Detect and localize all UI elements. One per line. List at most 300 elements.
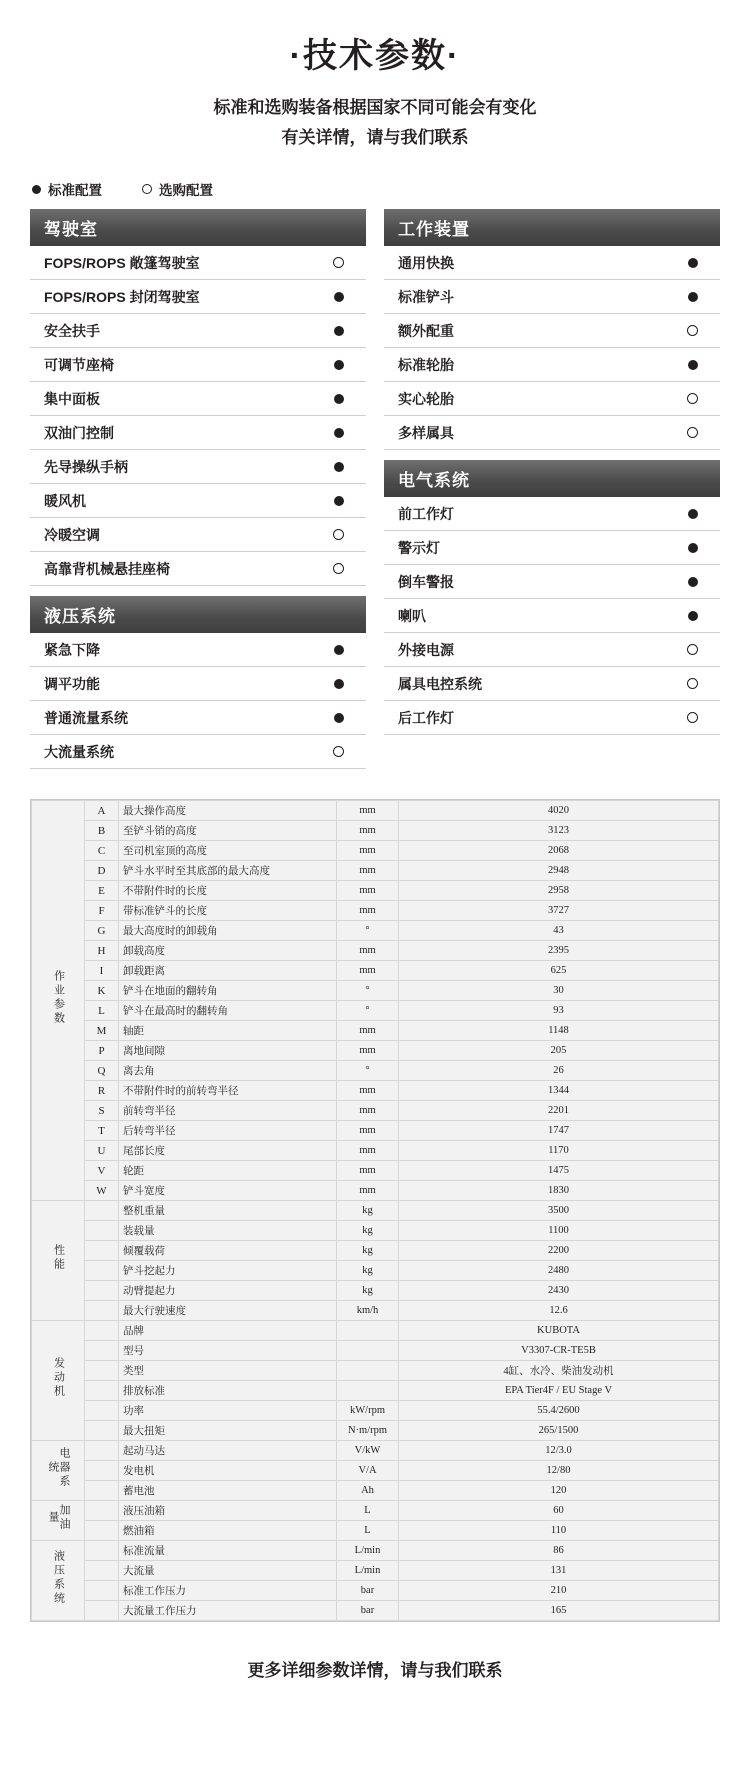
table-row — [32, 1201, 719, 1221]
table-cell-value: 265/1500 — [399, 1421, 719, 1441]
table-cell-unit — [337, 1321, 399, 1341]
table-cell-code: B — [85, 821, 119, 841]
table-cell-value: 3727 — [399, 901, 719, 921]
table-cell-code: C — [85, 841, 119, 861]
table-cell-unit: mm — [337, 881, 399, 901]
table-row — [32, 881, 719, 901]
spec-row — [384, 314, 720, 348]
table-cell-code — [85, 1441, 119, 1461]
table-cell-value: 1170 — [399, 1141, 719, 1161]
spec-row-label: 可调节座椅 — [44, 356, 114, 373]
section-header: 电气系统 — [384, 460, 720, 497]
table-cell-unit: bar — [337, 1581, 399, 1601]
table-cell-name: 卸载距离 — [119, 961, 337, 981]
table-cell-code — [85, 1381, 119, 1401]
standard-mark-icon — [334, 496, 344, 506]
optional-mark-icon — [687, 393, 698, 404]
table-group-label-text: 发动机 — [52, 1357, 65, 1399]
spec-row-label: 后工作灯 — [398, 709, 454, 726]
table-cell-unit: kg — [337, 1241, 399, 1261]
table-cell-name: 蓄电池 — [119, 1481, 337, 1501]
table-cell-unit: mm — [337, 1021, 399, 1041]
spec-row-label: 高靠背机械悬挂座椅 — [44, 560, 170, 577]
spec-row — [384, 246, 720, 280]
section-header: 工作装置 — [384, 209, 720, 246]
table-cell-code: M — [85, 1021, 119, 1041]
standard-mark-icon — [688, 292, 698, 302]
optional-mark-icon — [333, 563, 344, 574]
table-cell-unit: kg — [337, 1281, 399, 1301]
table-cell-code — [85, 1201, 119, 1221]
table-group-label — [32, 1501, 85, 1541]
spec-row-label: 属具电控系统 — [398, 675, 482, 692]
table-group-label-text: 电器系统 — [47, 1447, 70, 1489]
table-cell-unit: mm — [337, 861, 399, 881]
page-title: ·技术参数· — [289, 37, 461, 75]
table-cell-value: 2958 — [399, 881, 719, 901]
table-cell-code: F — [85, 901, 119, 921]
table-cell-code — [85, 1241, 119, 1261]
table-cell-name: 至司机室顶的高度 — [119, 841, 337, 861]
table-cell-name: 尾部长度 — [119, 1141, 337, 1161]
spec-row — [384, 565, 720, 599]
table-cell-code: I — [85, 961, 119, 981]
table-cell-unit: L/min — [337, 1561, 399, 1581]
table-cell-code: U — [85, 1141, 119, 1161]
table-cell-value: 131 — [399, 1561, 719, 1581]
table-cell-name: 功率 — [119, 1401, 337, 1421]
spec-row — [30, 314, 366, 348]
table-row — [32, 801, 719, 821]
table-row — [32, 821, 719, 841]
table-row — [32, 1061, 719, 1081]
table-cell-unit: ° — [337, 1061, 399, 1081]
table-row — [32, 981, 719, 1001]
table-cell-code — [85, 1481, 119, 1501]
table-cell-name: 品牌 — [119, 1321, 337, 1341]
table-cell-code: A — [85, 801, 119, 821]
table-cell-code — [85, 1461, 119, 1481]
table-cell-code — [85, 1321, 119, 1341]
table-cell-code: Q — [85, 1061, 119, 1081]
table-cell-value: 625 — [399, 961, 719, 981]
table-cell-unit: L/min — [337, 1541, 399, 1561]
optional-mark-icon — [687, 325, 698, 336]
page-header — [0, 0, 750, 157]
table-cell-unit: mm — [337, 901, 399, 921]
table-cell-unit: kg — [337, 1201, 399, 1221]
spec-row — [384, 667, 720, 701]
table-cell-name: 后转弯半径 — [119, 1121, 337, 1141]
table-row — [32, 1421, 719, 1441]
spec-row-label: 双油门控制 — [44, 424, 114, 441]
table-cell-code — [85, 1301, 119, 1321]
spec-row — [384, 599, 720, 633]
standard-mark-icon — [334, 360, 344, 370]
table-cell-unit: km/h — [337, 1301, 399, 1321]
table-cell-value: 2480 — [399, 1261, 719, 1281]
table-row — [32, 1281, 719, 1301]
table-cell-value: 12/80 — [399, 1461, 719, 1481]
table-row — [32, 961, 719, 981]
table-row — [32, 1321, 719, 1341]
table-group-label-text: 作业参数 — [52, 970, 65, 1026]
table-cell-value: 1100 — [399, 1221, 719, 1241]
spec-row — [30, 246, 366, 280]
table-cell-unit — [337, 1361, 399, 1381]
spec-row-label: 普通流量系统 — [44, 709, 128, 726]
table-cell-name: 最大行驶速度 — [119, 1301, 337, 1321]
table-cell-name: 轮距 — [119, 1161, 337, 1181]
table-cell-code — [85, 1561, 119, 1581]
table-cell-name: 最大高度时的卸载角 — [119, 921, 337, 941]
spec-row — [30, 552, 366, 586]
spec-row-label: 大流量系统 — [44, 743, 114, 760]
table-cell-unit: mm — [337, 961, 399, 981]
table-cell-code — [85, 1521, 119, 1541]
table-group-label-text: 性能 — [52, 1244, 65, 1272]
spec-row-label: 多样属具 — [398, 424, 454, 441]
table-cell-value: 43 — [399, 921, 719, 941]
table-cell-name: 铲斗宽度 — [119, 1181, 337, 1201]
table-cell-name: 最大扭矩 — [119, 1421, 337, 1441]
table-group-label — [32, 1441, 85, 1501]
table-cell-code: T — [85, 1121, 119, 1141]
table-cell-value: 1747 — [399, 1121, 719, 1141]
table-row — [32, 1501, 719, 1521]
table-group-label-text: 加油量 — [47, 1504, 70, 1532]
table-cell-name: 铲斗在最高时的翻转角 — [119, 1001, 337, 1021]
table-row — [32, 1221, 719, 1241]
table-row — [32, 1601, 719, 1621]
table-cell-code — [85, 1421, 119, 1441]
table-row — [32, 1101, 719, 1121]
spec-row — [384, 701, 720, 735]
table-cell-value: 55.4/2600 — [399, 1401, 719, 1421]
table-cell-code — [85, 1601, 119, 1621]
filled-circle-icon — [32, 185, 41, 194]
standard-mark-icon — [334, 645, 344, 655]
spec-row-label: 通用快换 — [398, 254, 454, 271]
table-cell-unit: mm — [337, 1181, 399, 1201]
table-cell-unit: mm — [337, 801, 399, 821]
spec-row-label: 暖风机 — [44, 492, 86, 509]
table-cell-code: K — [85, 981, 119, 1001]
table-cell-name: 标准流量 — [119, 1541, 337, 1561]
table-row — [32, 1041, 719, 1061]
table-cell-code — [85, 1581, 119, 1601]
table-cell-value: 205 — [399, 1041, 719, 1061]
spec-row — [30, 667, 366, 701]
spec-row — [384, 348, 720, 382]
spec-row — [30, 735, 366, 769]
table-cell-value: 1830 — [399, 1181, 719, 1201]
table-cell-unit: ° — [337, 1001, 399, 1021]
table-row — [32, 1081, 719, 1101]
legend-optional — [142, 179, 213, 199]
spec-row-label: 调平功能 — [44, 675, 100, 692]
table-row — [32, 861, 719, 881]
table-group-label — [32, 801, 85, 1201]
table-row — [32, 1301, 719, 1321]
table-cell-name: 铲斗挖起力 — [119, 1261, 337, 1281]
table-row — [32, 1481, 719, 1501]
standard-mark-icon — [688, 509, 698, 519]
table-cell-unit: mm — [337, 1101, 399, 1121]
table-cell-value: 30 — [399, 981, 719, 1001]
spec-row — [30, 518, 366, 552]
spec-row — [384, 531, 720, 565]
table-cell-name: 倾覆载荷 — [119, 1241, 337, 1261]
spec-column-right — [384, 209, 720, 769]
table-cell-name: 至铲斗销的高度 — [119, 821, 337, 841]
table-cell-value: 2201 — [399, 1101, 719, 1121]
table-cell-name: 最大操作高度 — [119, 801, 337, 821]
table-cell-unit: mm — [337, 1041, 399, 1061]
table-cell-value: 110 — [399, 1521, 719, 1541]
table-row — [32, 1001, 719, 1021]
table-cell-unit: L — [337, 1501, 399, 1521]
standard-mark-icon — [334, 428, 344, 438]
table-cell-value: 4缸、水冷、柴油发动机 — [399, 1361, 719, 1381]
table-cell-code: R — [85, 1081, 119, 1101]
table-cell-name: 动臂提起力 — [119, 1281, 337, 1301]
legend-optional-label: 选购配置 — [159, 183, 213, 198]
spec-row — [30, 701, 366, 735]
table-cell-value: 3500 — [399, 1201, 719, 1221]
table-cell-name: 离地间隙 — [119, 1041, 337, 1061]
table-row — [32, 1241, 719, 1261]
spec-row — [30, 416, 366, 450]
spec-row-label: 实心轮胎 — [398, 390, 454, 407]
table-cell-unit: kg — [337, 1261, 399, 1281]
table-cell-unit: V/kW — [337, 1441, 399, 1461]
table-cell-code — [85, 1361, 119, 1381]
table-cell-name: 大流量 — [119, 1561, 337, 1581]
table-row — [32, 1521, 719, 1541]
table-cell-code — [85, 1261, 119, 1281]
standard-mark-icon — [334, 713, 344, 723]
table-cell-code: V — [85, 1161, 119, 1181]
table-cell-code: E — [85, 881, 119, 901]
table-cell-value: 4020 — [399, 801, 719, 821]
spec-row-label: 先导操纵手柄 — [44, 458, 128, 475]
table-cell-name: 带标准铲斗的长度 — [119, 901, 337, 921]
spec-row-label: FOPS/ROPS 敞篷驾驶室 — [44, 254, 200, 271]
table-row — [32, 1141, 719, 1161]
table-cell-name: 发电机 — [119, 1461, 337, 1481]
optional-mark-icon — [333, 746, 344, 757]
standard-mark-icon — [334, 462, 344, 472]
spec-row — [384, 633, 720, 667]
table-row — [32, 1181, 719, 1201]
standard-mark-icon — [688, 543, 698, 553]
table-cell-unit: mm — [337, 841, 399, 861]
table-cell-name: 液压油箱 — [119, 1501, 337, 1521]
optional-mark-icon — [687, 712, 698, 723]
legend-standard — [32, 179, 102, 199]
spec-row-label: 安全扶手 — [44, 322, 100, 339]
table-cell-name: 燃油箱 — [119, 1521, 337, 1541]
table-cell-code: H — [85, 941, 119, 961]
standard-mark-icon — [688, 577, 698, 587]
table-cell-name: 不带附件时的前转弯半径 — [119, 1081, 337, 1101]
table-cell-name: 大流量工作压力 — [119, 1601, 337, 1621]
table-cell-name: 前转弯半径 — [119, 1101, 337, 1121]
table-row — [32, 1021, 719, 1041]
table-cell-code — [85, 1541, 119, 1561]
standard-mark-icon — [688, 611, 698, 621]
table-cell-value: 2395 — [399, 941, 719, 961]
spec-row — [384, 280, 720, 314]
table-row — [32, 1381, 719, 1401]
spec-row — [30, 450, 366, 484]
table-cell-unit: mm — [337, 941, 399, 961]
table-row — [32, 941, 719, 961]
table-cell-name: 卸载高度 — [119, 941, 337, 961]
table-cell-code: D — [85, 861, 119, 881]
table-cell-unit: mm — [337, 1081, 399, 1101]
table-cell-name: 型号 — [119, 1341, 337, 1361]
table-cell-code: G — [85, 921, 119, 941]
standard-mark-icon — [334, 679, 344, 689]
table-cell-value: 12.6 — [399, 1301, 719, 1321]
dimension-table — [31, 800, 719, 1621]
table-cell-name: 离去角 — [119, 1061, 337, 1081]
table-row — [32, 901, 719, 921]
spec-row-label: 喇叭 — [398, 607, 426, 624]
table-row — [32, 921, 719, 941]
table-cell-name: 不带附件时的长度 — [119, 881, 337, 901]
table-cell-value: 1475 — [399, 1161, 719, 1181]
table-cell-name: 排放标准 — [119, 1381, 337, 1401]
table-cell-value: 93 — [399, 1001, 719, 1021]
table-row — [32, 1461, 719, 1481]
table-row — [32, 1581, 719, 1601]
table-cell-unit: mm — [337, 821, 399, 841]
spec-row-label: 警示灯 — [398, 539, 440, 556]
optional-mark-icon — [333, 529, 344, 540]
table-cell-name: 装载量 — [119, 1221, 337, 1241]
table-cell-unit: N·m/rpm — [337, 1421, 399, 1441]
table-cell-value: 3123 — [399, 821, 719, 841]
optional-mark-icon — [687, 678, 698, 689]
table-cell-unit: V/A — [337, 1461, 399, 1481]
table-cell-name: 起动马达 — [119, 1441, 337, 1461]
table-cell-unit: kW/rpm — [337, 1401, 399, 1421]
table-cell-value: KUBOTA — [399, 1321, 719, 1341]
spec-row-label: 集中面板 — [44, 390, 100, 407]
table-row — [32, 1441, 719, 1461]
standard-mark-icon — [688, 258, 698, 268]
table-cell-code: P — [85, 1041, 119, 1061]
spec-row-label: 前工作灯 — [398, 505, 454, 522]
table-cell-unit: mm — [337, 1161, 399, 1181]
table-cell-name: 标准工作压力 — [119, 1581, 337, 1601]
table-cell-code — [85, 1281, 119, 1301]
table-cell-unit: mm — [337, 1121, 399, 1141]
empty-circle-icon — [142, 184, 152, 194]
spec-row — [30, 280, 366, 314]
spec-row — [384, 416, 720, 450]
table-cell-value: 2068 — [399, 841, 719, 861]
optional-mark-icon — [333, 257, 344, 268]
table-cell-value: 1148 — [399, 1021, 719, 1041]
table-cell-name: 整机重量 — [119, 1201, 337, 1221]
table-group-label — [32, 1541, 85, 1621]
table-row — [32, 1161, 719, 1181]
page-subtitle-line2: 有关详情，请与我们联系 — [281, 128, 469, 147]
table-cell-value: 26 — [399, 1061, 719, 1081]
spec-row-label: 冷暖空调 — [44, 526, 100, 543]
table-cell-name: 铲斗在地面的翻转角 — [119, 981, 337, 1001]
legend-standard-label: 标准配置 — [48, 183, 102, 198]
table-group-label — [32, 1321, 85, 1441]
table-row — [32, 1121, 719, 1141]
table-row — [32, 1261, 719, 1281]
legend — [32, 179, 750, 199]
spec-columns — [0, 209, 750, 769]
table-group-label — [32, 1201, 85, 1321]
standard-mark-icon — [688, 360, 698, 370]
table-cell-code: S — [85, 1101, 119, 1121]
table-cell-unit: ° — [337, 921, 399, 941]
table-cell-code — [85, 1221, 119, 1241]
spec-row — [384, 497, 720, 531]
spec-column-left — [30, 209, 366, 769]
table-cell-value: 2200 — [399, 1241, 719, 1261]
table-cell-unit — [337, 1381, 399, 1401]
optional-mark-icon — [687, 427, 698, 438]
table-cell-name: 类型 — [119, 1361, 337, 1381]
standard-mark-icon — [334, 326, 344, 336]
table-cell-name: 铲斗水平时至其底部的最大高度 — [119, 861, 337, 881]
table-cell-value: 2430 — [399, 1281, 719, 1301]
table-row — [32, 1341, 719, 1361]
table-cell-unit: kg — [337, 1221, 399, 1241]
table-cell-value: 120 — [399, 1481, 719, 1501]
table-cell-unit — [337, 1341, 399, 1361]
table-cell-value: 2948 — [399, 861, 719, 881]
spec-row — [30, 633, 366, 667]
table-cell-code — [85, 1401, 119, 1421]
table-cell-code — [85, 1501, 119, 1521]
spec-row — [30, 382, 366, 416]
section-header: 驾驶室 — [30, 209, 366, 246]
table-cell-code: L — [85, 1001, 119, 1021]
spec-row-label: 外接电源 — [398, 641, 454, 658]
table-cell-unit: L — [337, 1521, 399, 1541]
spec-row-label: 倒车警报 — [398, 573, 454, 590]
optional-mark-icon — [687, 644, 698, 655]
table-cell-value: 165 — [399, 1601, 719, 1621]
table-cell-name: 轴距 — [119, 1021, 337, 1041]
table-cell-value: 1344 — [399, 1081, 719, 1101]
table-cell-value: V3307-CR-TE5B — [399, 1341, 719, 1361]
spec-row — [30, 348, 366, 382]
page-footer: 更多详细参数详情，请与我们联系 — [247, 1661, 503, 1680]
page-subtitle-line1: 标准和选购装备根据国家不同可能会有变化 — [213, 98, 537, 117]
table-cell-code — [85, 1341, 119, 1361]
table-row — [32, 841, 719, 861]
spec-row — [384, 382, 720, 416]
table-cell-code: W — [85, 1181, 119, 1201]
spec-row — [30, 484, 366, 518]
section-header: 液压系统 — [30, 596, 366, 633]
table-row — [32, 1561, 719, 1581]
table-cell-value: 210 — [399, 1581, 719, 1601]
table-row — [32, 1541, 719, 1561]
